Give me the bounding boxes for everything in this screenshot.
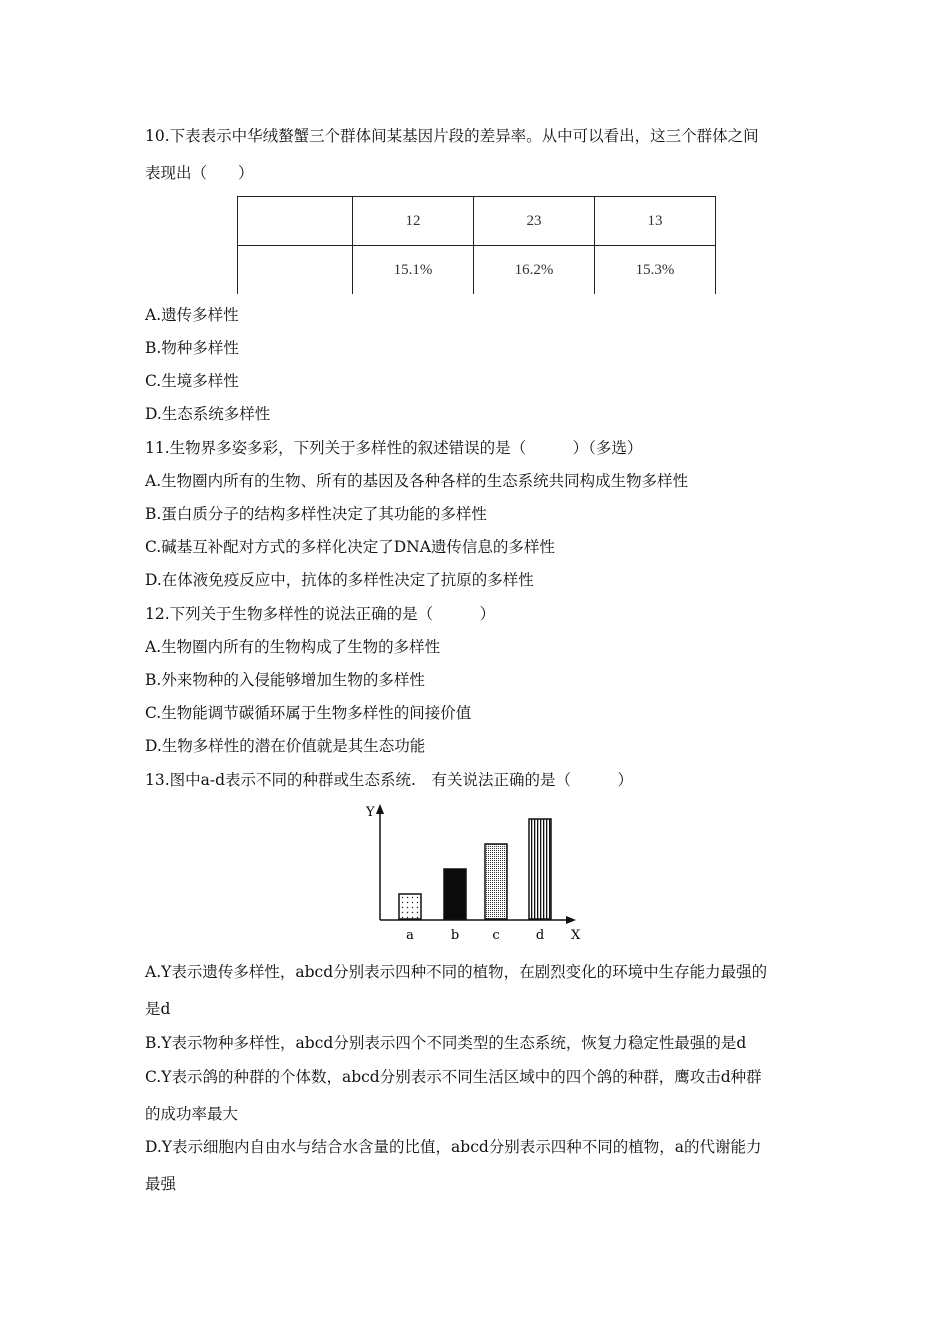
category-label-b: b [450,928,460,943]
bar-a [399,894,421,919]
q11-option-d: D.在体液免疫反应中，抗体的多样性决定了抗原的多样性 [145,571,534,589]
q12-option-d: D.生物多样性的潜在价值就是其生态功能 [145,737,426,755]
bar-d [529,819,551,919]
q11-option-a: A.生物圈内所有的生物、所有的基因及各种各样的生态系统共同构成生物多样性 [145,472,689,490]
q13-option-a-line1: A.Y表示遗传多样性，abcd分别表示四种不同的植物，在剧烈变化的环境中生存能力最强的 [145,963,768,981]
category-label-c: c [492,928,500,943]
bar-chart [360,800,590,945]
table-cell: 15.1% [353,246,474,295]
q13-option-a-line2: 是d [145,1000,171,1018]
difference-rate-table [237,196,716,294]
q11-option-c: C.碱基互补配对方式的多样化决定了DNA遗传信息的多样性 [145,538,555,556]
q13-option-c-line1: C.Y表示鸽的种群的个体数，abcd分别表示不同生活区域中的四个鸽的种群，鹰攻击d种群 [145,1068,762,1086]
q10-option-c: C.生境多样性 [145,372,239,390]
y-axis-label: Y [366,805,375,820]
bar-b [444,869,466,919]
q13-stem: 13.图中a-d表示不同的种群或生态系统. 有关说法正确的是（ ） [145,771,633,789]
q13-option-c-line2: 的成功率最大 [145,1105,239,1123]
category-labels [406,928,544,943]
table-row [238,246,716,295]
q12-option-a: A.生物圈内所有的生物构成了生物的多样性 [145,638,441,656]
category-label-a: a [406,928,414,943]
table-cell: 23 [474,197,595,246]
q12-option-c: C.生物能调节碳循环属于生物多样性的间接价值 [145,704,472,722]
q10-stem-line1: 10.下表表示中华绒螯蟹三个群体间某基因片段的差异率。从中可以看出，这三个群体之间 [145,127,759,145]
table-cell: 15.3% [595,246,716,295]
q12-option-b: B.外来物种的入侵能够增加生物的多样性 [145,671,425,689]
q10-stem-line2: 表现出（ ） [145,164,254,182]
x-axis-arrow [566,916,576,924]
q11-stem: 11.生物界多姿多彩，下列关于多样性的叙述错误的是（ ）（多选） [145,439,643,457]
bar-c [485,844,507,919]
table-cell: 13 [595,197,716,246]
y-axis-arrow [376,804,384,814]
q10-option-a: A.遗传多样性 [145,306,239,324]
bars [399,819,551,919]
q13-option-d-line2: 最强 [145,1175,177,1193]
q10-option-d: D.生态系统多样性 [145,405,271,423]
q13-option-b: B.Y表示物种多样性，abcd分别表示四个不同类型的生态系统，恢复力稳定性最强的是d [145,1034,747,1052]
q13-option-d-line1: D.Y表示细胞内自由水与结合水含量的比值，abcd分别表示四种不同的植物，a的代谢能力 [145,1138,762,1156]
table-cell: 16.2% [474,246,595,295]
q10-option-b: B.物种多样性 [145,339,239,357]
table-cell: 12 [353,197,474,246]
category-label-d: d [535,928,545,943]
q12-stem: 12.下列关于生物多样性的说法正确的是（ ） [145,605,496,623]
table-row [238,197,716,246]
x-axis-label: X [571,928,581,943]
table-cell [238,197,353,246]
q11-option-b: B.蛋白质分子的结构多样性决定了其功能的多样性 [145,505,487,523]
table-cell [238,246,353,295]
